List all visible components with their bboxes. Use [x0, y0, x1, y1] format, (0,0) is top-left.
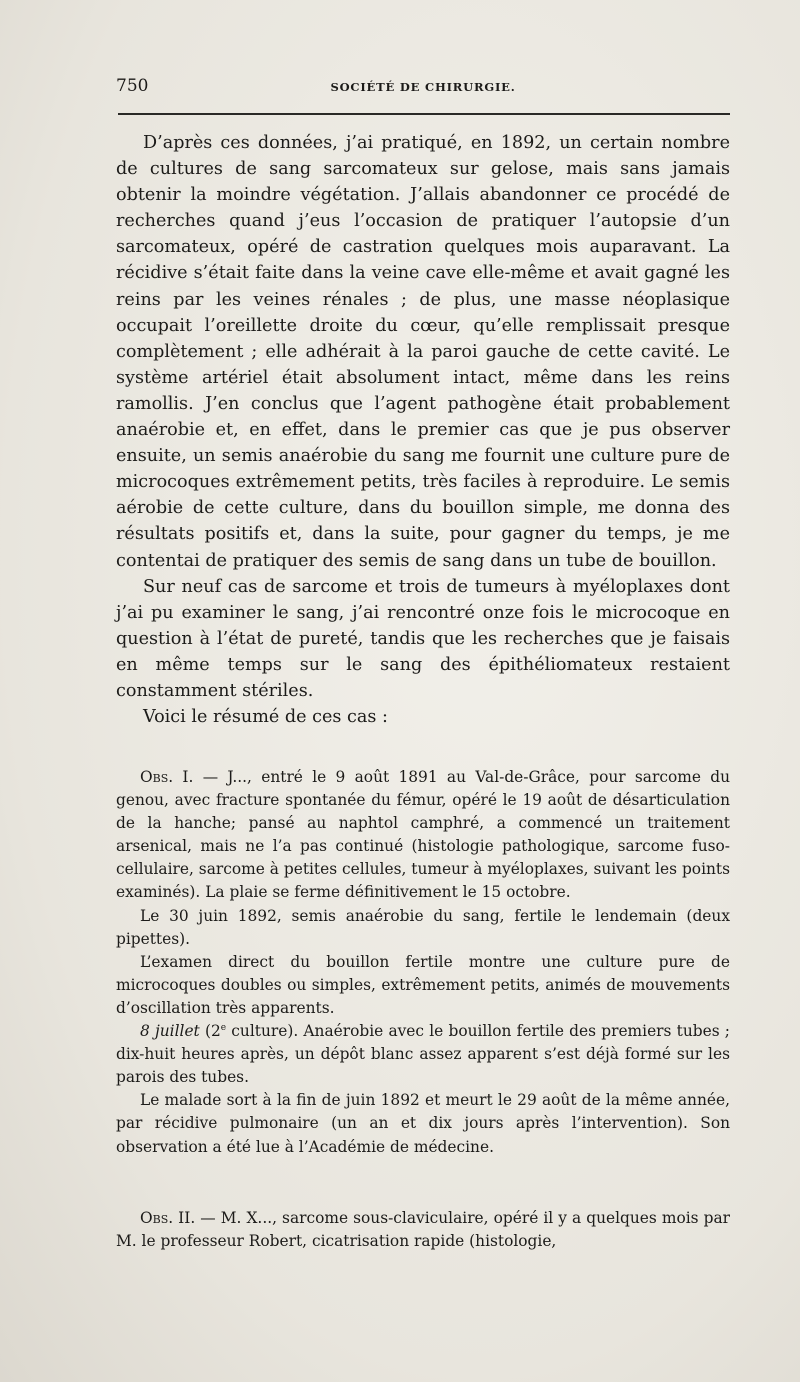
observation-1: [116, 766, 730, 1159]
paragraph-3: Voici le résumé de ces cas :: [143, 707, 388, 728]
header-rule: [118, 113, 730, 115]
obs1-paragraph-3: L’examen direct du bouillon fertile montre une culture pure de microcoques doubles ou simples, extrêmement petits, animés de mouvements d’oscillation très apparents.: [116, 952, 730, 1017]
observation-2: [116, 1207, 730, 1253]
obs1-paragraph-2: Le 30 juin 1892, semis anaérobie du sang, fertile le lendemain (deux pipettes).: [116, 906, 730, 948]
paragraph-1: D’après ces données, j’ai pratiqué, en 1892, un certain nombre de cultures de sang sarcomateux sur gelose, mais sans jamais obtenir la moindre végétation. J’allais abandonner ce procédé de recherches quand j’eus l’occasion de pratiquer l’autopsie d’un sarcomateux, opéré de castration quelques mois auparavant. La récidive s’était faite dans la veine cave elle-même et avait gagné les reins par les veines rénales ; de plus, une masse néoplasique occupait l’oreillette droite du cœur, qu’elle remplissait presque complètement ; elle adhérait à la paroi gauche de cette cavité. Le système artériel était absolument intact, même dans les reins ramollis. J’en conclus que l’agent pathogène était probablement anaérobie et, en effet, dans le premier cas que je pus observer ensuite, un semis anaérobie du sang me fournit une culture pure de microcoques extrêmement petits, très faciles à reproduire. Le semis aérobie de cette culture, dans du bouillon simple, me donna des résultats positifs et, dans la suite, pour gagner du temps, je me contentai de pratiquer des semis de sang dans un tube de bouillon.: [116, 133, 730, 571]
page-header: [116, 76, 730, 100]
obs1-rest: culture). Anaérobie avec le bouillon fertile des premiers tubes ; dix-huit heures après, un dépôt blanc assez apparent s’est déjà formé sur les parois des tubes.: [116, 1022, 730, 1087]
page-number: 750: [116, 76, 149, 96]
obs1-paragraph-1: [116, 766, 730, 905]
obs2-paragraph-1: [116, 1207, 730, 1253]
running-head: SOCIÉTÉ DE CHIRURGIE.: [330, 80, 516, 94]
main-text: [116, 130, 730, 730]
obs2-intro: — M. X..., sarcome sous-claviculaire, opéré il y a quelques mois par M. le professeur Robert, cicatrisation rapide (histologie,: [116, 1209, 730, 1251]
obs2-label: Obs. II.: [140, 1209, 196, 1227]
obs1-paragraph-4: [116, 1020, 730, 1089]
obs1-sup: e: [220, 1022, 227, 1033]
obs1-intro: — J..., entré le 9 août 1891 au Val-de-Grâce, pour sarcome du genou, avec fracture spontanée du fémur, opéré le 19 août de désarticulation de la hanche; pansé au naphtol camphré, a commencé un traitement arsenical, mais ne l’a pas continué (histologie pathologique, sarcome fuso-cellulaire, sarcome à petites cellules, tumeur à myéloplaxes, suivant les points examinés). La plaie se ferme définitivement le 15 octobre.: [116, 768, 730, 902]
obs1-paragraph-5: Le malade sort à la fin de juin 1892 et meurt le 29 août de la même année, par récidive pulmonaire (un an et dix jours après l’intervention). Son observation a été lue à l’Académie de médecine.: [116, 1091, 730, 1156]
obs1-label: Obs. I.: [140, 768, 194, 786]
obs1-date: 8 juillet: [140, 1022, 200, 1041]
obs1-paren: (2: [199, 1022, 221, 1041]
paragraph-2: Sur neuf cas de sarcome et trois de tumeurs à myéloplaxes dont j’ai pu examiner le sang, j’ai rencontré onze fois le microcoque en question à l’état de pureté, tandis que les recherches que je faisais en même temps sur le sang des épithéliomateux restaient constamment stériles.: [116, 576, 730, 701]
